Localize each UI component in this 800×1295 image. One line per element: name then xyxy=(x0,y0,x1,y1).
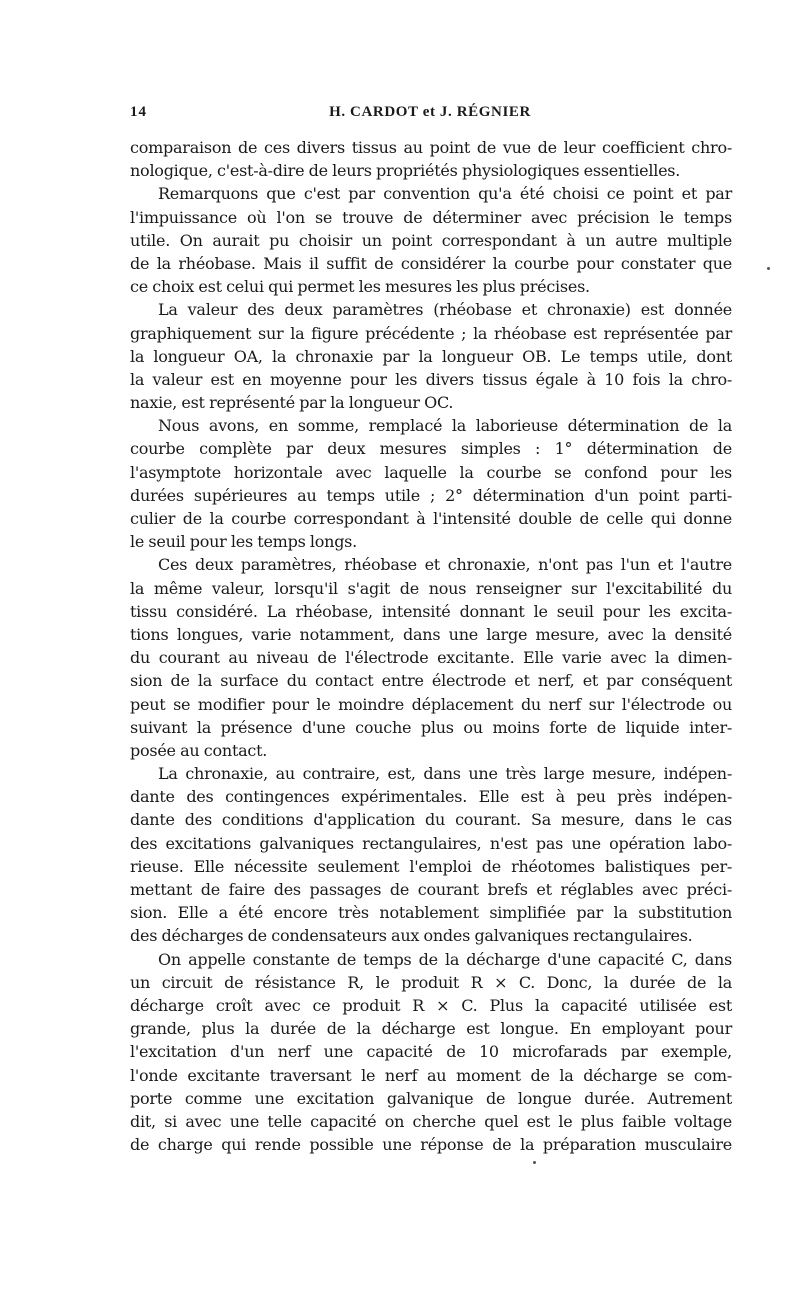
text-line: utile. On aurait pu choisir un point correspondant à un autre multiple xyxy=(130,230,732,250)
paragraph-start-line: La chronaxie, au contraire, est, dans une très large mesure, indépen- xyxy=(158,764,732,784)
text-line: de charge qui rende possible une réponse de la préparation musculaire xyxy=(130,1135,732,1155)
paragraph-start-line: Nous avons, en somme, remplacé la laborieuse détermination de la xyxy=(158,416,732,436)
text-line: le seuil pour les temps longs. xyxy=(130,532,357,552)
text-line: comparaison de ces divers tissus au point de vue de leur coefficient chro- xyxy=(130,138,732,157)
text-line: culier de la courbe correspondant à l'intensité double de celle qui donne xyxy=(130,509,732,528)
paragraph-start-line: La valeur des deux paramètres (rhéobase et chronaxie) est donnée xyxy=(158,300,732,320)
text-line: des excitations galvaniques rectangulaires, n'est pas une opération labo- xyxy=(130,833,732,853)
text-line: l'onde excitante traversant le nerf au moment de la décharge se com- xyxy=(130,1065,732,1085)
text-line: tissu considéré. La rhéobase, intensité donnant le seuil pour les excita- xyxy=(130,601,732,621)
text-line: posée au contact. xyxy=(130,740,268,760)
scan-speck xyxy=(533,1161,536,1164)
paragraph-start-line: On appelle constante de temps de la décharge d'une capacité C, dans xyxy=(158,949,732,969)
text-line: nologique, c'est-à-dire de leurs propriétés physiologiques essentielles. xyxy=(130,161,681,181)
text-line: graphiquement sur la figure précédente ; la rhéobase est représentée par xyxy=(130,323,732,343)
text-line: la même valeur, lorsqu'il s'agit de nous renseigner sur l'excitabilité du xyxy=(130,578,732,598)
text-line: sion de la surface du contact entre électrode et nerf, et par conséquent xyxy=(130,671,732,691)
text-line: rieuse. Elle nécessite seulement l'emploi de rhéotomes balistiques per- xyxy=(130,856,732,876)
text-line: sion. Elle a été encore très notablement simplifiée par la substitution xyxy=(130,903,732,923)
text-line: naxie, est représenté par la longueur OC. xyxy=(130,393,454,413)
text-line: courbe complète par deux mesures simples : 1° détermination de xyxy=(130,439,732,459)
text-line: décharge croît avec ce produit R × C. Plus la capacité utilisée est xyxy=(130,995,732,1015)
text-line: dit, si avec une telle capacité on cherche quel est le plus faible voltage xyxy=(130,1111,732,1131)
text-line: l'impuissance où l'on se trouve de déterminer avec précision le temps xyxy=(130,207,732,227)
body-text xyxy=(130,136,732,1156)
text-line: du courant au niveau de l'électrode excitante. Elle varie avec la dimen- xyxy=(130,648,732,668)
scan-speck xyxy=(767,267,770,270)
running-head: H. CARDOT et J. RÉGNIER xyxy=(329,104,531,120)
text-line: un circuit de résistance R, le produit R × C. Donc, la durée de la xyxy=(130,972,732,992)
text-line: porte comme une excitation galvanique de longue durée. Autrement xyxy=(130,1088,732,1108)
text-line: grande, plus la durée de la décharge est longue. En employant pour xyxy=(130,1019,732,1039)
page-number: 14 xyxy=(130,104,147,120)
text-line: suivant la présence d'une couche plus ou moins forte de liquide inter- xyxy=(130,717,732,737)
text-line: l'asymptote horizontale avec laquelle la courbe se confond pour les xyxy=(130,462,732,482)
text-line: durées supérieures au temps utile ; 2° détermination d'un point parti- xyxy=(130,485,732,505)
text-line: ce choix est celui qui permet les mesures les plus précises. xyxy=(130,277,590,297)
paragraph-start-line: Remarquons que c'est par convention qu'a été choisi ce point et par xyxy=(158,184,732,204)
paragraph-start-line: Ces deux paramètres, rhéobase et chronaxie, n'ont pas l'un et l'autre xyxy=(158,555,732,575)
text-line: la longueur OA, la chronaxie par la longueur OB. Le temps utile, dont xyxy=(130,346,732,366)
text-line: l'excitation d'un nerf une capacité de 10 microfarads par exemple, xyxy=(130,1042,732,1062)
text-line: peut se modifier pour le moindre déplacement du nerf sur l'électrode ou xyxy=(130,694,732,714)
text-line: de la rhéobase. Mais il suffit de considérer la courbe pour constater que xyxy=(130,253,732,273)
text-line: la valeur est en moyenne pour les divers tissus égale à 10 fois la chro- xyxy=(130,369,732,389)
text-line: dante des contingences expérimentales. Elle est à peu près indépen- xyxy=(130,787,732,807)
text-line: tions longues, varie notamment, dans une large mesure, avec la densité xyxy=(130,624,732,644)
text-line: des décharges de condensateurs aux ondes galvaniques rectangulaires. xyxy=(130,926,693,946)
text-line: dante des conditions d'application du courant. Sa mesure, dans le cas xyxy=(130,810,732,830)
text-line: mettant de faire des passages de courant brefs et réglables avec préci- xyxy=(130,880,732,899)
page-header xyxy=(130,104,730,128)
